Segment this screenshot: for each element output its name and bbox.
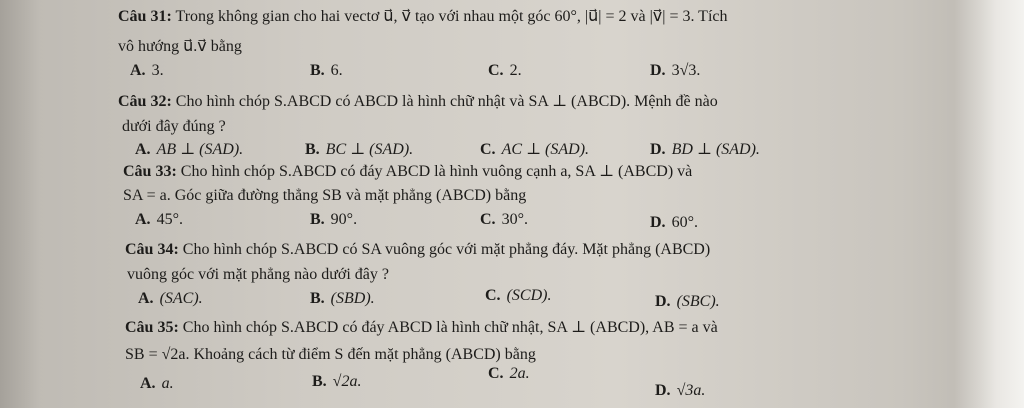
question-34-option-c: C. (SCD). bbox=[485, 287, 552, 304]
question-31-line-2: vô hướng u⃗.v⃗ bằng bbox=[118, 38, 242, 55]
question-33-line-2: SA = a. Góc giữa đường thẳng SB và mặt phẳng (ABCD) bằng bbox=[123, 187, 527, 204]
question-35-option-a: A. a. bbox=[140, 375, 174, 392]
question-35-option-c: C. 2a. bbox=[488, 365, 530, 382]
question-32-option-a: A. AB ⊥ (SAD). bbox=[135, 141, 244, 158]
question-34-text: Cho hình chóp S.ABCD có SA vuông góc với mặt phẳng đáy. Mặt phẳng (ABCD) bbox=[182, 241, 711, 258]
question-31-option-a: A. 3. bbox=[130, 62, 164, 79]
question-32-text: Cho hình chóp S.ABCD có ABCD là hình chữ nhật và SA ⊥ (ABCD). Mệnh đề nào bbox=[175, 93, 718, 110]
question-31-option-b: B. 6. bbox=[310, 62, 343, 79]
question-31-number: Câu 31: bbox=[118, 8, 172, 25]
question-31-text: Trong không gian cho hai vectơ u⃗, v⃗ tạo với nhau một góc 60°, |u⃗| = 2 và |v⃗| = 3. Tích bbox=[175, 8, 728, 25]
question-34-option-d: D. (SBC). bbox=[655, 293, 720, 310]
question-32-line-1 bbox=[118, 92, 718, 112]
question-33-option-b: B. 90°. bbox=[310, 211, 358, 228]
question-33-line-1 bbox=[123, 162, 692, 182]
question-33-text: Cho hình chóp S.ABCD có đáy ABCD là hình vuông cạnh a, SA ⊥ (ABCD) và bbox=[180, 163, 693, 180]
question-35-number: Câu 35: bbox=[125, 319, 179, 336]
question-31-option-c: C. 2. bbox=[488, 62, 522, 79]
question-35-option-b: B. √2a. bbox=[312, 373, 362, 390]
question-31-option-d: D. 3√3. bbox=[650, 62, 701, 79]
question-35-line-2: SB = √2a. Khoảng cách từ điểm S đến mặt phẳng (ABCD) bằng bbox=[125, 346, 536, 363]
question-35-option-d: D. √3a. bbox=[655, 382, 706, 399]
question-34-line-1 bbox=[125, 240, 710, 260]
question-33-option-a: A. 45°. bbox=[135, 211, 183, 228]
question-33-option-c: C. 30°. bbox=[480, 211, 528, 228]
question-31-line-1 bbox=[118, 7, 728, 27]
question-33-option-d: D. 60°. bbox=[650, 214, 698, 231]
question-32-line-2: dưới đây đúng ? bbox=[122, 118, 226, 135]
page-shadow bbox=[0, 0, 40, 408]
question-32-number: Câu 32: bbox=[118, 93, 172, 110]
question-34-line-2: vuông góc với mặt phẳng nào dưới đây ? bbox=[127, 266, 389, 283]
question-34-option-b: B. (SBD). bbox=[310, 290, 375, 307]
question-34-number: Câu 34: bbox=[125, 241, 179, 258]
question-32-option-b: B. BC ⊥ (SAD). bbox=[305, 141, 414, 158]
question-35-text: Cho hình chóp S.ABCD có đáy ABCD là hình chữ nhật, SA ⊥ (ABCD), AB = a và bbox=[182, 319, 718, 336]
question-33-number: Câu 33: bbox=[123, 163, 177, 180]
question-32-option-d: D. BD ⊥ (SAD). bbox=[650, 141, 760, 158]
page-edge bbox=[954, 0, 1024, 408]
question-34-option-a: A. (SAC). bbox=[138, 290, 203, 307]
question-32-option-c: C. AC ⊥ (SAD). bbox=[480, 141, 590, 158]
question-35-line-1 bbox=[125, 318, 718, 338]
